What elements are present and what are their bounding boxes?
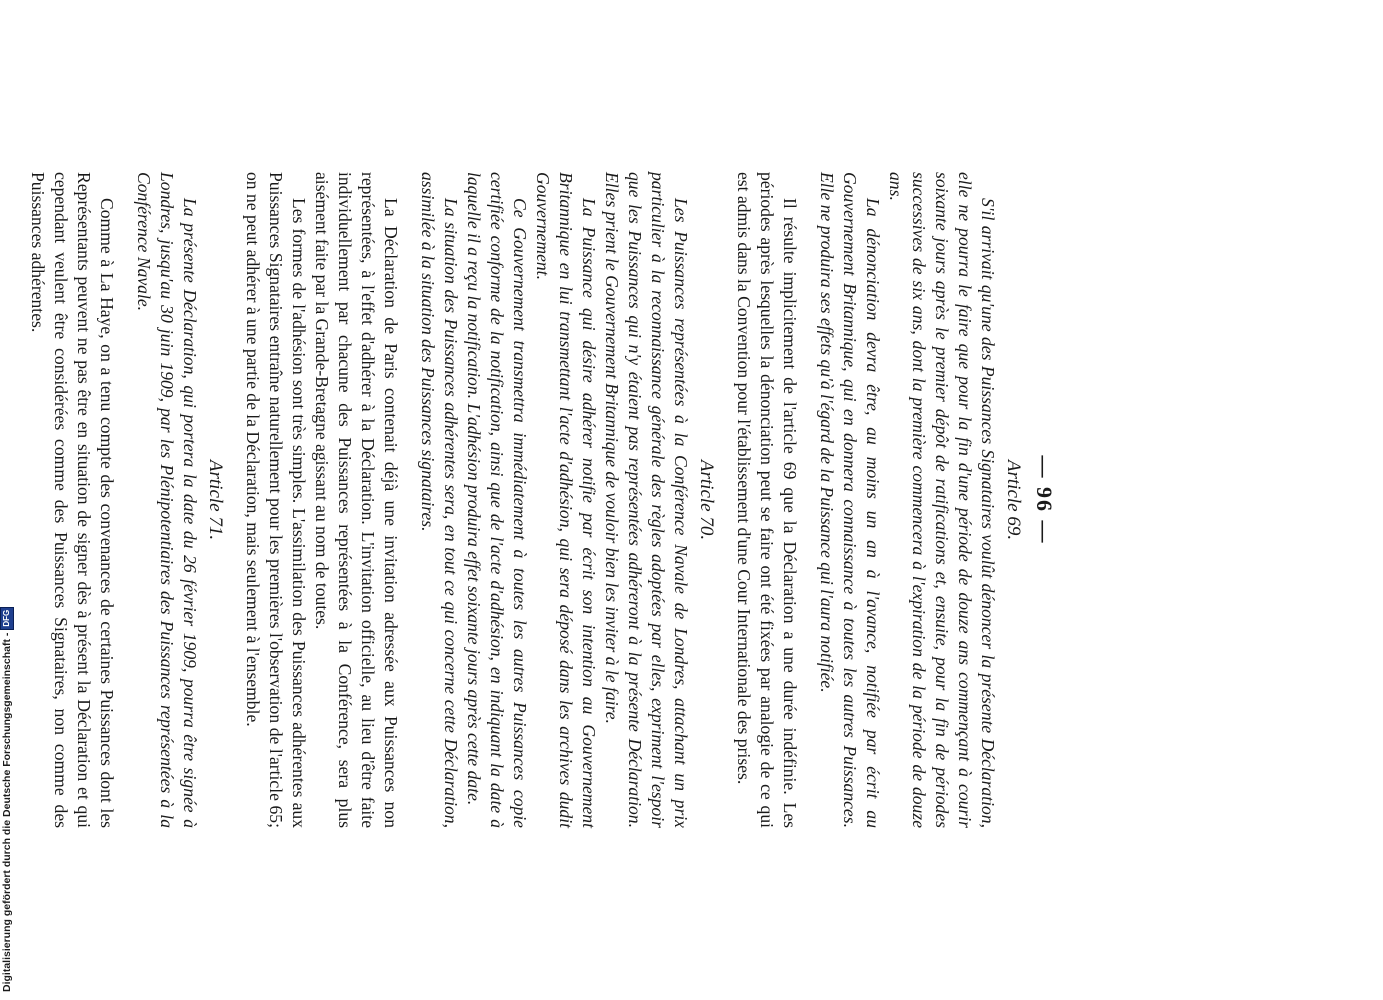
digitization-credit — [0, 592, 14, 1000]
commentary-paragraph: La Déclaration de Paris contenait déjà une invitation adressée aux Puissances non représentées, à l'effet d'adhérer à la Déclaration. L'invitation officielle, au lieu d'être faite individuellement par chacune des Puissances représentées à la Conférence, sera plus aisément faite par la Grande-Bretagne agissant au nom de toutes. — [312, 172, 401, 828]
page-number: — 96 — — [1032, 455, 1057, 545]
article-70 — [241, 172, 718, 828]
article-paragraph: La situation des Puissances adhérentes sera, en tout ce qui concerne cette Déclaration, assimilée à la situation des Puissances signataires. — [418, 172, 461, 828]
commentary-paragraph: Les formes de l'adhésion sont très simples. L'assimilation des Puissances adhérentes aux Puissances Signataires entraîne naturellement pour les premières l'observation de l'article 65; on ne peut adhérer à une partie de la Déclaration, mais seulement à l'ensemble. — [243, 172, 309, 828]
dfg-logo: DFG — [0, 607, 14, 630]
article-71 — [26, 172, 227, 828]
article-paragraph: Ce Gouvernement transmettra immédiatement à toutes les autres Puissances copie certifiée conforme de la notification, ainsi que de l'acte d'adhésion, en indiquant la date à laquelle il a reçu la notification. L'adhésion produira effet soixante jours après cette date. — [464, 172, 530, 828]
article-paragraph: La présente Déclaration, qui portera la date du 26 février 1909, pourra être signée à Londres, jusqu'au 30 juin 1909, par les Plénipotentiaires des Puissances représentées à la Conférence Navale. — [134, 172, 200, 828]
funding-note: Digitalisierung gefördert durch die Deutsche Forschungsgemeinschaft - — [1, 632, 13, 992]
article-title: Article 70. — [696, 459, 717, 541]
article-paragraph: La dénonciation devra être, au moins un an à l'avance, notifiée par écrit au Gouvernement Britannique, qui en donnera connaissance à toutes les autres Puissances. Elle ne produira ses effets qu'à l'égard de la Puissance qui l'aura notifiée. — [817, 172, 883, 828]
article-paragraph: S'il arrivait qu'une des Puissances Signataires voulût dénoncer la présente Déclaration, elle ne pourra le faire que pour la fin d'une période de douze ans commençant à courir soixante jours après le premier dépôt de ratifications et, ensuite, pour la fin de périodes successives de six ans, dont la première commencera à l'expiration de la période de douze ans. — [886, 172, 998, 828]
article-69 — [732, 172, 1025, 828]
document-page — [0, 150, 1066, 850]
commentary-paragraph: Il résulte implicitement de l'article 69 que la Déclaration a une durée indéfinie. Les périodes après lesquelles la dénonciation peut se faire ont été fixées par analogie de ce qui est admis dans la Convention pour l'établissement d'une Cour Internationale des prises. — [734, 172, 800, 828]
article-title: Article 71. — [205, 459, 226, 541]
article-title: Article 69. — [1003, 459, 1024, 541]
commentary-paragraph: Comme à La Haye, on a tenu compte des convenances de certaines Puissances dont les Représentants peuvent ne pas être en situation de signer dès à présent la Déclaration et qui cependant veulent être considérées comme des Puissances Signataires, non comme des Puissances adhérentes. — [28, 172, 117, 828]
article-paragraph: La Puissance qui désire adhérer notifie par écrit son intention au Gouvernement Britannique en lui transmettant l'acte d'adhésion, qui sera déposé dans les archives dudit Gouvernement. — [533, 172, 599, 828]
article-paragraph: Les Puissances représentées à la Conférence Navale de Londres, attachant un prix particulier à la reconnaissance générale des règles adoptées par elles, expriment l'espoir que les Puissances qui n'y étaient pas représentées adhéreront à la présente Déclaration. Elles prient le Gouvernement Britannique de vouloir bien les inviter à le faire. — [602, 172, 691, 828]
